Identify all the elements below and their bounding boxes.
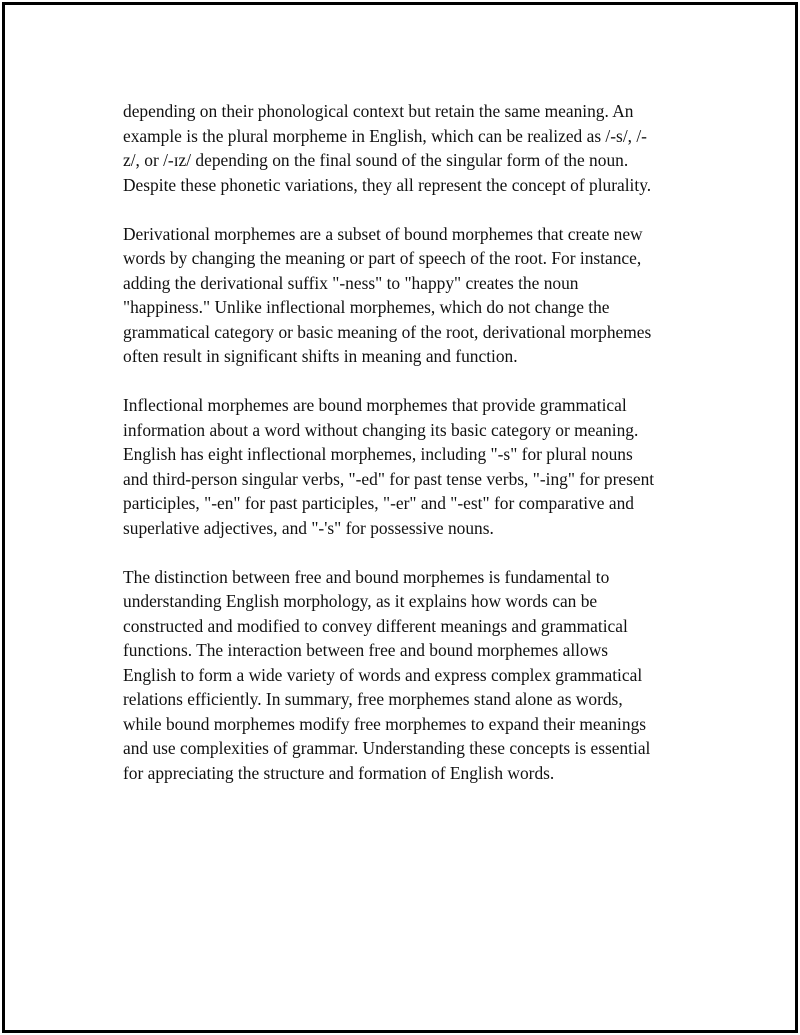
text-line: functions. The interaction between free and bound morphemes allows [123, 640, 609, 660]
text-line: for appreciating the structure and formation of English words. [123, 762, 555, 783]
paragraph-plural-allomorphs [123, 99, 685, 197]
text-line: "happiness." Unlike inflectional morphemes, which do not change the [123, 297, 610, 317]
text-line: Despite these phonetic variations, they all represent the concept of plurality. [123, 174, 652, 195]
text-line: relations efficiently. In summary, free morphemes stand alone as words, [123, 689, 623, 709]
text-line: information about a word without changing its basic category or meaning. [123, 419, 639, 440]
text-line: often result in significant shifts in meaning and function. [123, 346, 518, 366]
text-line: superlative adjectives, and "-'s" for possessive nouns. [123, 517, 494, 538]
text-line: grammatical category or basic meaning of the root, derivational morphemes [123, 321, 652, 342]
text-line: example is the plural morpheme in English, which can be realized as /-s/, /- [123, 125, 647, 146]
text-line: while bound morphemes modify free morphemes to expand their meanings [123, 713, 647, 734]
text-line: and use complexities of grammar. Understanding these concepts is essential [123, 738, 651, 758]
text-line: Derivational morphemes are a subset of bound morphemes that create new [123, 223, 643, 244]
text-line: and third-person singular verbs, "-ed" for past tense verbs, "-ing" for present [123, 468, 655, 489]
paragraph-derivational-morphemes [123, 222, 685, 369]
text-line: understanding English morphology, as it explains how words can be [123, 591, 598, 611]
text-line: constructed and modified to convey different meanings and grammatical [123, 615, 628, 636]
document-body [123, 99, 685, 810]
page-frame [2, 2, 798, 1033]
text-line: participles, "-en" for past participles, "-er" and "-est" for comparative and [123, 493, 634, 513]
text-line: English has eight inflectional morphemes, including "-s" for plural nouns [123, 444, 633, 464]
text-line: depending on their phonological context but retain the same meaning. An [123, 101, 634, 121]
paragraph-summary [123, 565, 685, 786]
text-line: The distinction between free and bound morphemes is fundamental to [123, 566, 610, 587]
text-line: English to form a wide variety of words and express complex grammatical [123, 664, 643, 685]
text-line: adding the derivational suffix "-ness" to "happy" creates the noun [123, 272, 579, 293]
text-line: words by changing the meaning or part of speech of the root. For instance, [123, 248, 642, 268]
text-line: z/, or /-ɪz/ depending on the final sound of the singular form of the noun. [123, 150, 629, 170]
paragraph-inflectional-morphemes [123, 393, 685, 540]
text-line: Inflectional morphemes are bound morphemes that provide grammatical [123, 395, 627, 415]
